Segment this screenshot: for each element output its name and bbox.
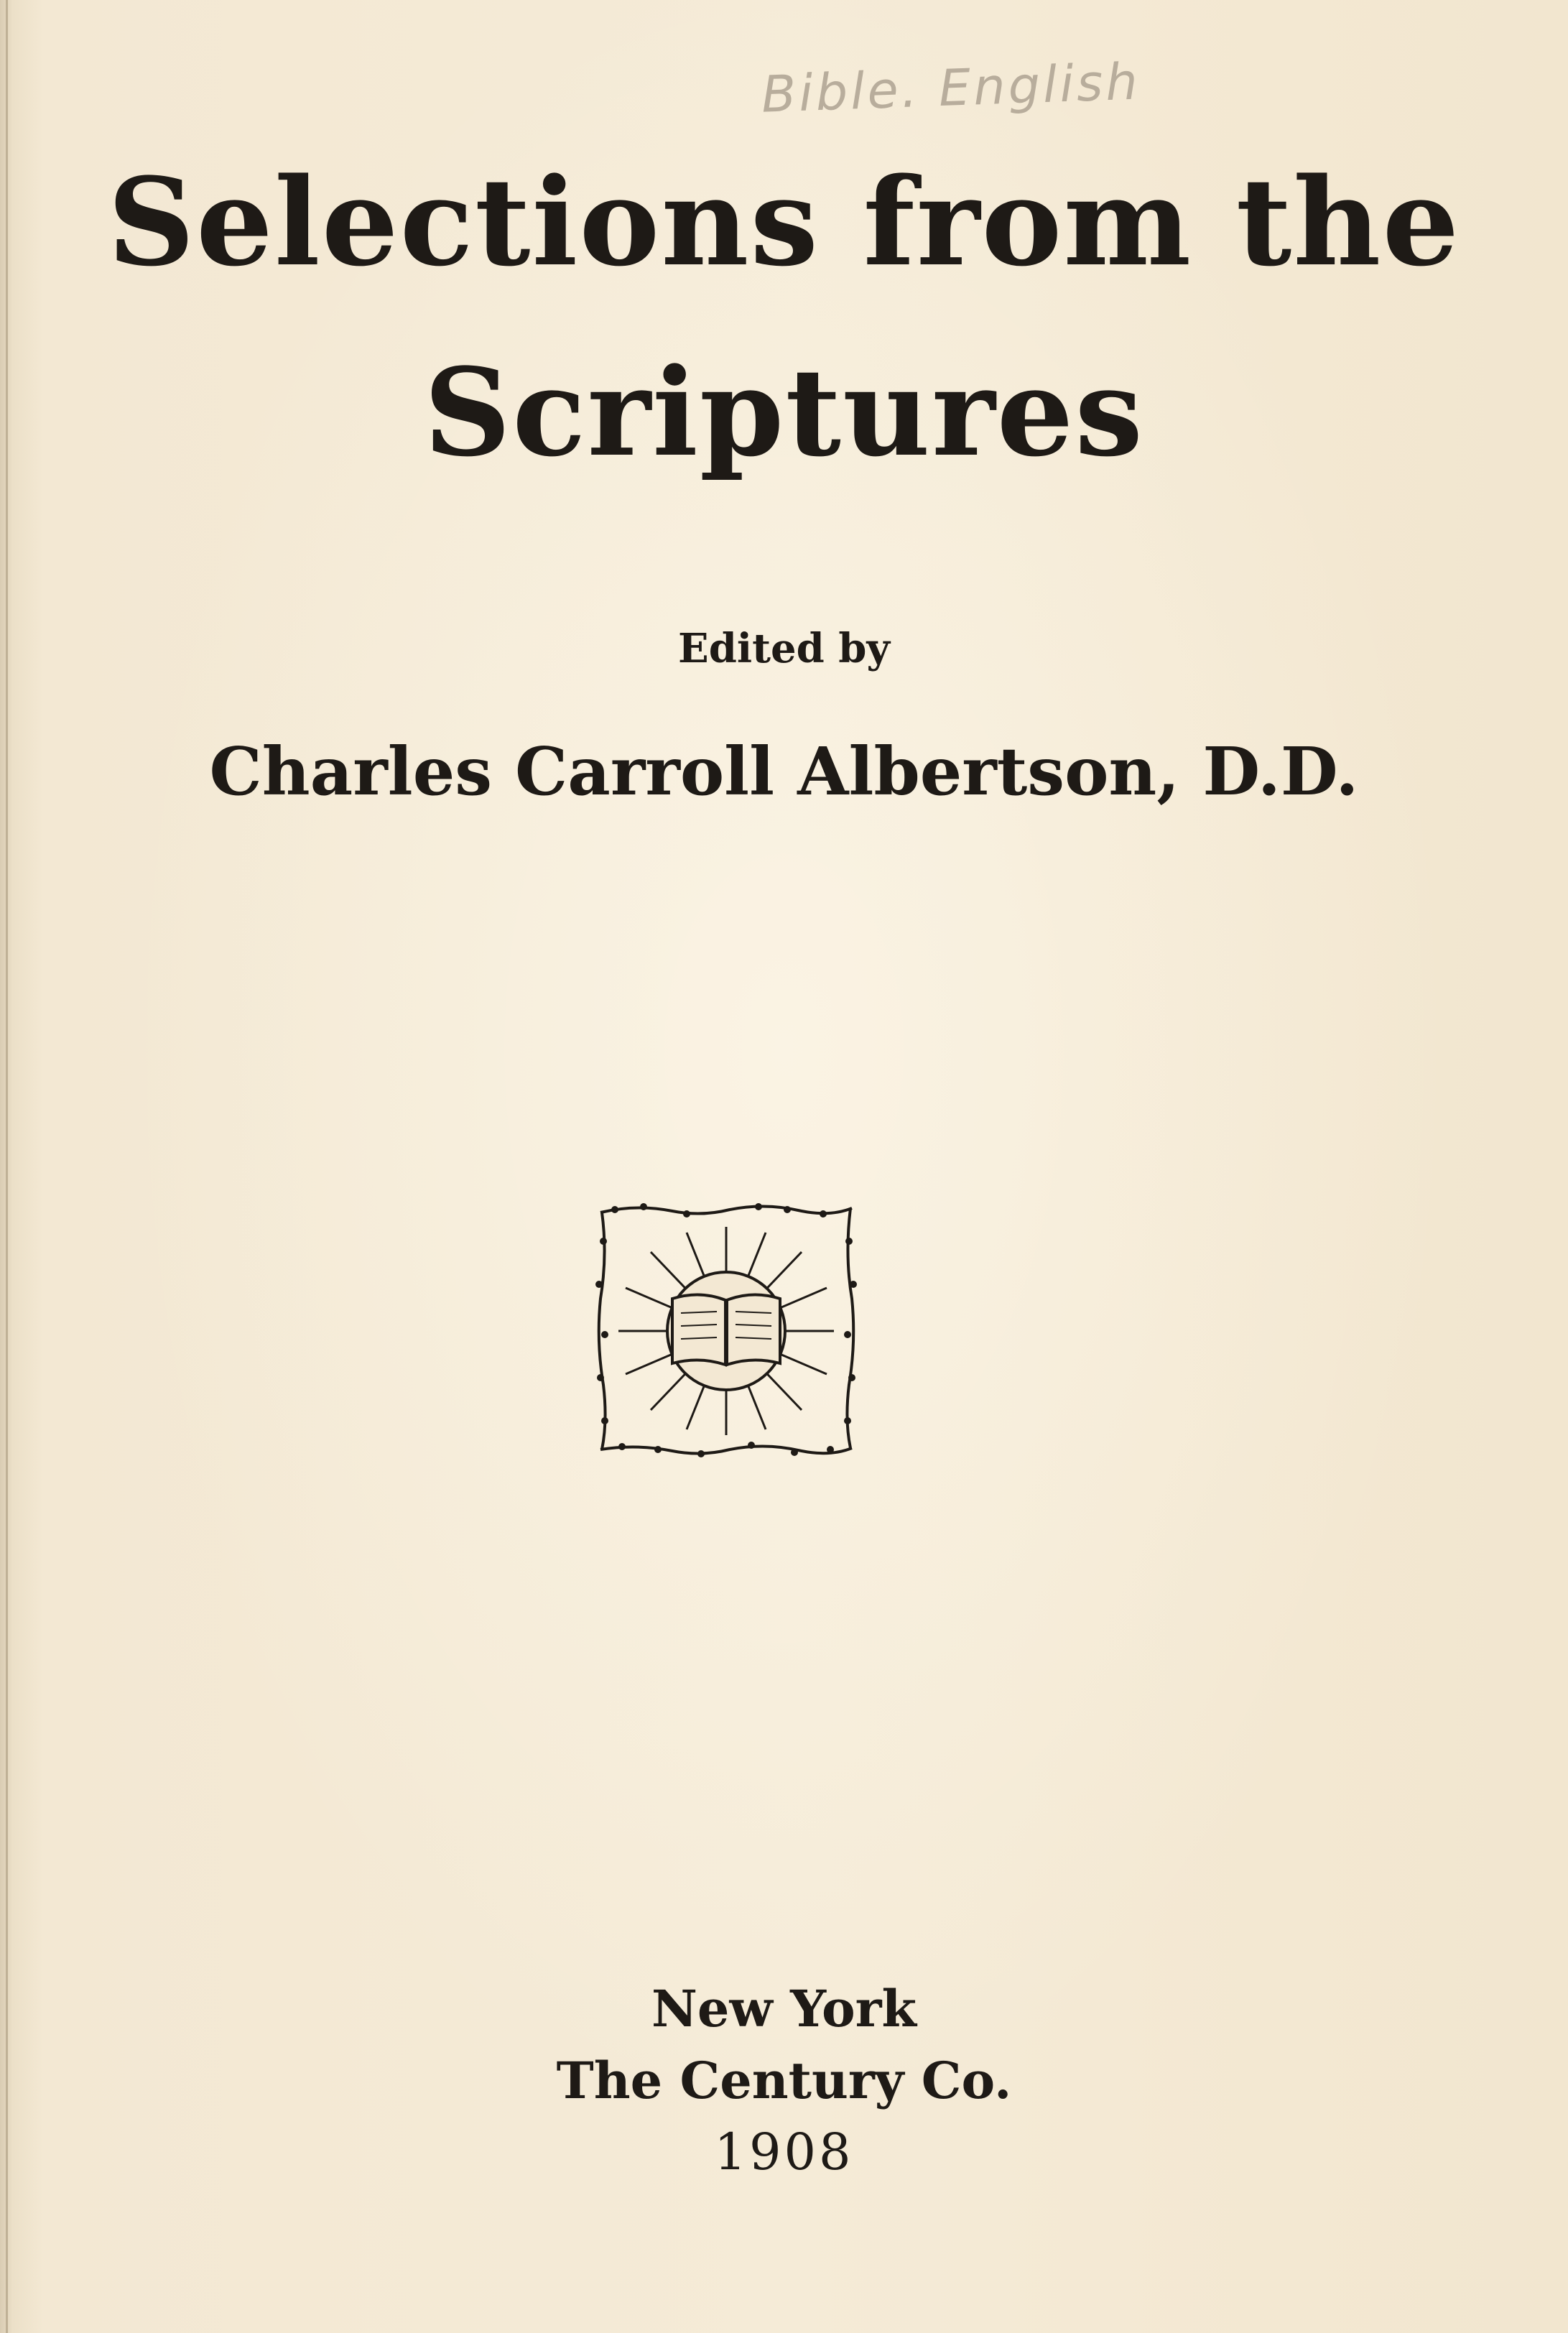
imprint-publisher: The Century Co. [556, 2051, 1012, 2110]
handwritten-catalog-note: Bible. English [760, 52, 1141, 124]
edited-by-label: Edited by [678, 625, 890, 672]
book-title-line-2: Scriptures [423, 341, 1145, 483]
imprint-city: New York [651, 1979, 917, 2039]
open-book-sunburst-icon [593, 1198, 859, 1464]
book-title-line-1: Selections from the [107, 151, 1461, 293]
editor-name: Charles Carroll Albertson, D.D. [209, 733, 1359, 810]
imprint-year: 1908 [714, 2123, 854, 2181]
